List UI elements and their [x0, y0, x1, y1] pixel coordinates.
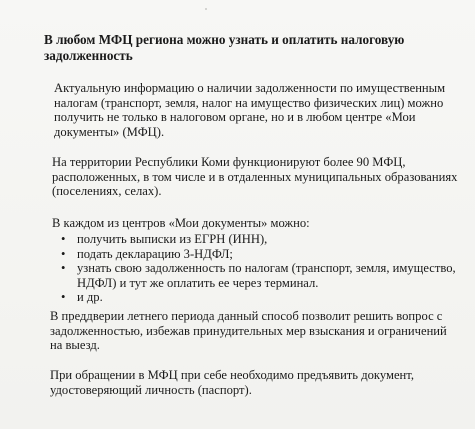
- list-intro: В каждом из центров «Мои документы» можно:: [52, 216, 310, 230]
- list-item-text: узнать свою задолженность по налогам (транспорт, земля, имущество, НДФЛ) и тут же оплатить ее через терминал.: [77, 261, 456, 290]
- paragraph-summer-period: В преддверии летнего периода данный способ позволит решить вопрос с задолженностью, избежав принудительных мер взыскания и ограничений на выезд.: [50, 309, 447, 353]
- scan-speck: [205, 8, 207, 10]
- list-item-text: подать декларацию 3-НДФЛ;: [77, 246, 233, 261]
- list-item: [52, 247, 462, 262]
- paragraph-tax-info: Актуальную информацию о наличии задолженности по имущественным налогам (транспорт, земля, налог на имущество физических лиц) можно получить не только в налоговом органе, но и в любом центре «Мои документы» (МФЦ).: [54, 81, 446, 139]
- bullet-icon: •: [61, 232, 66, 246]
- document-title: В любом МФЦ региона можно узнать и оплатить налоговую задолженность: [44, 32, 405, 63]
- list-item: [52, 290, 462, 305]
- list-item: [52, 261, 462, 290]
- bullet-icon: •: [61, 246, 66, 261]
- list-item-text: и др.: [77, 290, 103, 305]
- bullet-icon: •: [61, 261, 66, 276]
- list-item: [52, 232, 462, 247]
- bullet-icon: •: [61, 290, 66, 305]
- list-item-text: получить выписки из ЕГРН (ИНН),: [77, 232, 268, 246]
- services-list: [52, 232, 462, 305]
- paragraph-komi-centers: На территории Республики Коми функционируют более 90 МФЦ, расположенных, в том числе и в отдаленных муниципальных образованиях (поселениях, селах).: [52, 155, 458, 199]
- paragraph-id-document: При обращении в МФЦ при себе необходимо предъявить документ, удостоверяющий личность (паспорт).: [50, 368, 414, 397]
